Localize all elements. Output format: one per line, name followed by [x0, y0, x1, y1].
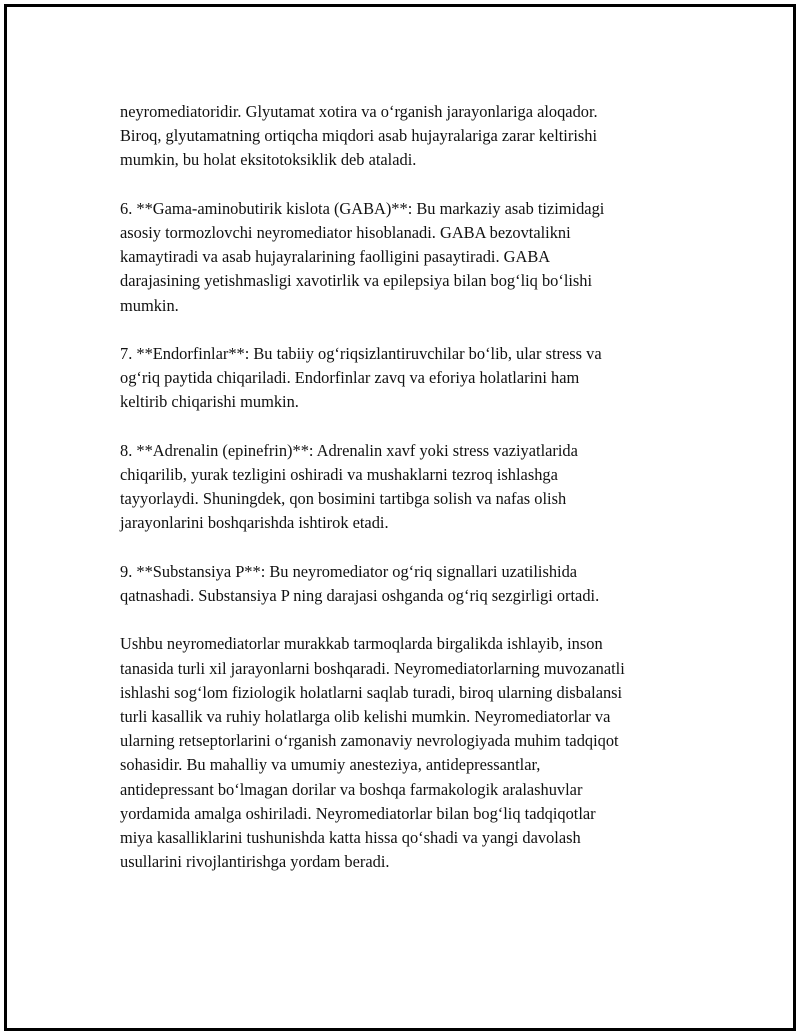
page-frame — [4, 4, 796, 1031]
text-line: qatnashadi. Substansiya P ning darajasi oshganda ogʻriq sezgirligi ortadi. — [120, 586, 600, 605]
text-line: Ushbu neyromediatorlar murakkab tarmoqlarda birgalikda ishlayib, inson — [120, 634, 603, 654]
text-line: jarayonlarini boshqarishda ishtirok etadi. — [120, 513, 389, 533]
text-line: sohasidir. Bu mahalliy va umumiy anesteziya, antidepressantlar, — [120, 755, 541, 775]
text-line: 6. **Gama-aminobutirik kislota (GABA)**: Bu markaziy asab tizimidagi — [120, 198, 605, 218]
text-line: neyromediatoridir. Glyutamat xotira va oʻrganish jarayonlariga aloqador. — [120, 102, 598, 121]
text-line: antidepressant boʻlmagan dorilar va boshqa farmakologik aralashuvlar — [120, 779, 583, 799]
text-line: asosiy tormozlovchi neyromediator hisoblanadi. GABA bezovtalikni — [120, 223, 571, 242]
paragraph — [120, 197, 680, 318]
paragraph — [120, 100, 680, 173]
text-line: mumkin, bu holat eksitotoksiklik deb ataladi. — [120, 150, 417, 170]
text-line: ishlashi sogʻlom fiziologik holatlarni saqlab turadi, biroq ularning disbalansi — [120, 682, 623, 702]
paragraph — [120, 342, 680, 415]
text-line: ularning retseptorlarini oʻrganish zamonaviy nevrologiyada muhim tadqiqot — [120, 731, 619, 751]
paragraph — [120, 632, 680, 874]
document-body — [120, 100, 680, 899]
paragraph — [120, 439, 680, 536]
text-line: mumkin. — [120, 295, 179, 315]
text-line: 7. **Endorfinlar**: Bu tabiiy ogʻriqsizlantiruvchilar boʻlib, ular stress va — [120, 344, 602, 363]
text-line: Biroq, glyutamatning ortiqcha miqdori asab hujayralariga zarar keltirishi — [120, 126, 598, 146]
text-line: ogʻriq paytida chiqariladi. Endorfinlar zavq va eforiya holatlarini ham — [120, 368, 580, 388]
text-line: kamaytiradi va asab hujayralarining faolligini pasaytiradi. GABA — [120, 247, 551, 267]
text-line: yordamida amalga oshiriladi. Neyromediatorlar bilan bogʻliq tadqiqotlar — [120, 803, 596, 823]
text-line: keltirib chiqarishi mumkin. — [120, 392, 299, 412]
text-line: miya kasalliklarini tushunishda katta hissa qoʻshadi va yangi davolash — [120, 828, 581, 848]
paragraph — [120, 560, 680, 608]
text-line: 9. **Substansiya P**: Bu neyromediator ogʻriq signallari uzatilishida — [120, 561, 578, 581]
text-line: chiqarilib, yurak tezligini oshiradi va mushaklarni tezroq ishlashga — [120, 465, 558, 484]
text-line: tanasida turli xil jarayonlarni boshqaradi. Neyromediatorlarning muvozanatli — [120, 658, 625, 678]
text-line: 8. **Adrenalin (epinefrin)**: Adrenalin xavf yoki stress vaziyatlarida — [120, 440, 578, 460]
text-line: tayyorlaydi. Shuningdek, qon bosimini tartibga solish va nafas olish — [120, 489, 567, 509]
text-line: usullarini rivojlantirishga yordam beradi. — [120, 852, 390, 872]
text-line: darajasining yetishmasligi xavotirlik va epilepsiya bilan bogʻliq boʻlishi — [120, 271, 593, 291]
text-line: turli kasallik va ruhiy holatlarga olib kelishi mumkin. Neyromediatorlar va — [120, 707, 611, 726]
